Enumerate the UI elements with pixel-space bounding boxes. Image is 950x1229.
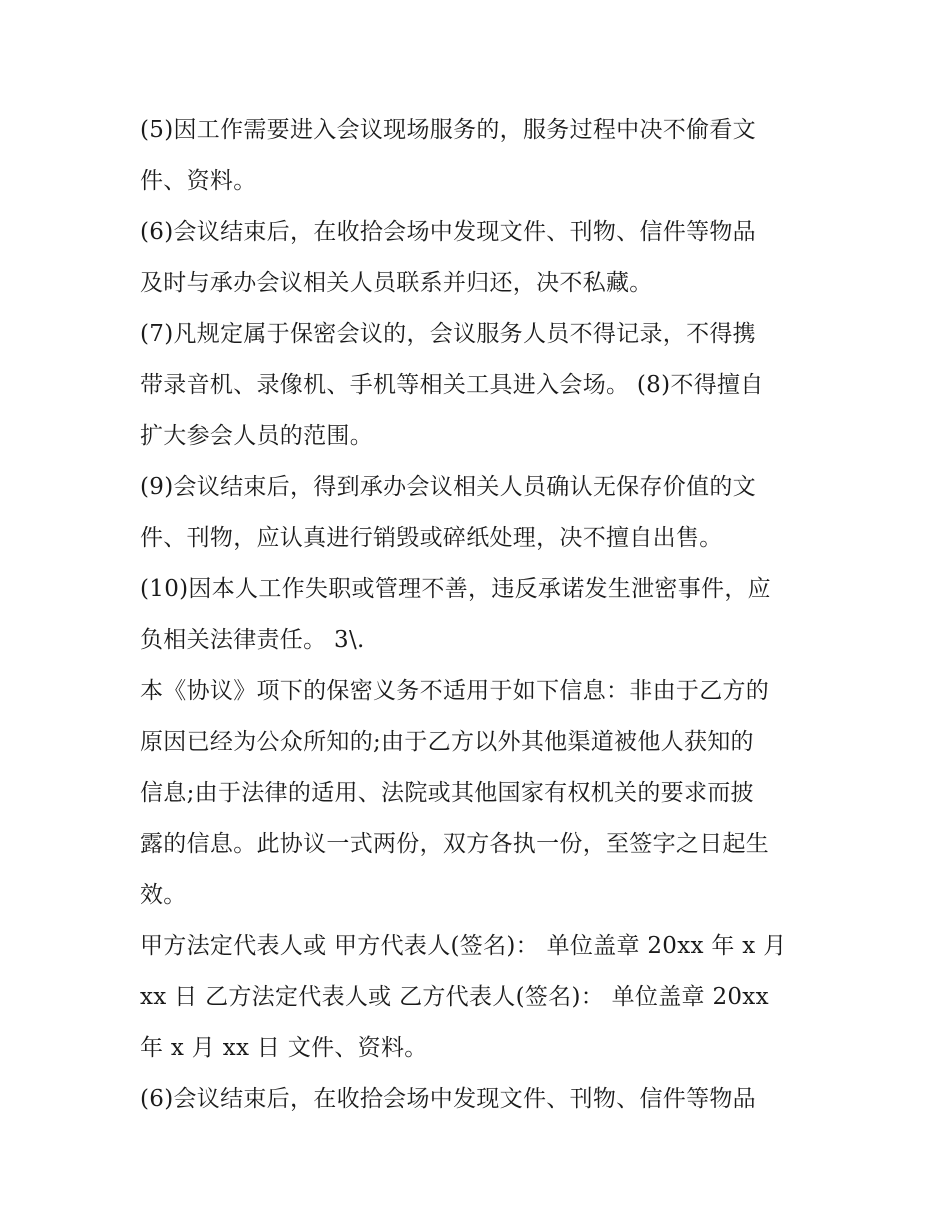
text-line: (5)因工作需要进入会议现场服务的，服务过程中决不偷看文 (140, 117, 756, 143)
text-line: 扩大参会人员的范围。 (140, 423, 373, 449)
document-body (140, 105, 820, 1125)
text-line: xx 日 乙方法定代表人或 乙方代表人(签名)： 单位盖章 20xx (140, 984, 769, 1010)
text-line: 本《协议》项下的保密义务不适用于如下信息：非由于乙方的 (140, 678, 770, 704)
text-line: 原因已经为公众所知的;由于乙方以外其他渠道被他人获知的 (140, 729, 754, 755)
text-line: 年 x 月 xx 日 文件、资料。 (140, 1035, 428, 1061)
text-line: (6)会议结束后，在收拾会场中发现文件、刊物、信件等物品 (140, 219, 756, 245)
text-line: 负相关法律责任。 3\. (140, 627, 365, 653)
text-line: 甲方法定代表人或 甲方代表人(签名)： 单位盖章 20xx 年 x 月 (140, 933, 787, 959)
text-line: 信息;由于法律的适用、法院或其他国家有权机关的要求而披 (140, 780, 754, 806)
text-line: 件、资料。 (140, 168, 257, 194)
text-line: (7)凡规定属于保密会议的，会议服务人员不得记录，不得携 (140, 321, 756, 347)
text-line: 件、刊物，应认真进行销毁或碎纸处理，决不擅自出售。 (140, 525, 723, 551)
text-line: (10)因本人工作失职或管理不善，违反承诺发生泄密事件，应 (140, 576, 771, 602)
text-line: (9)会议结束后，得到承办会议相关人员确认无保存价值的文 (140, 474, 756, 500)
text-line: 及时与承办会议相关人员联系并归还，决不私藏。 (140, 270, 653, 296)
text-line: 带录音机、录像机、手机等相关工具进入会场。 (8)不得擅自 (140, 372, 764, 398)
text-line: 效。 (140, 882, 187, 908)
text-line: 露的信息。此协议一式两份，双方各执一份，至签字之日起生 (140, 831, 770, 857)
text-line: (6)会议结束后，在收拾会场中发现文件、刊物、信件等物品 (140, 1086, 756, 1112)
